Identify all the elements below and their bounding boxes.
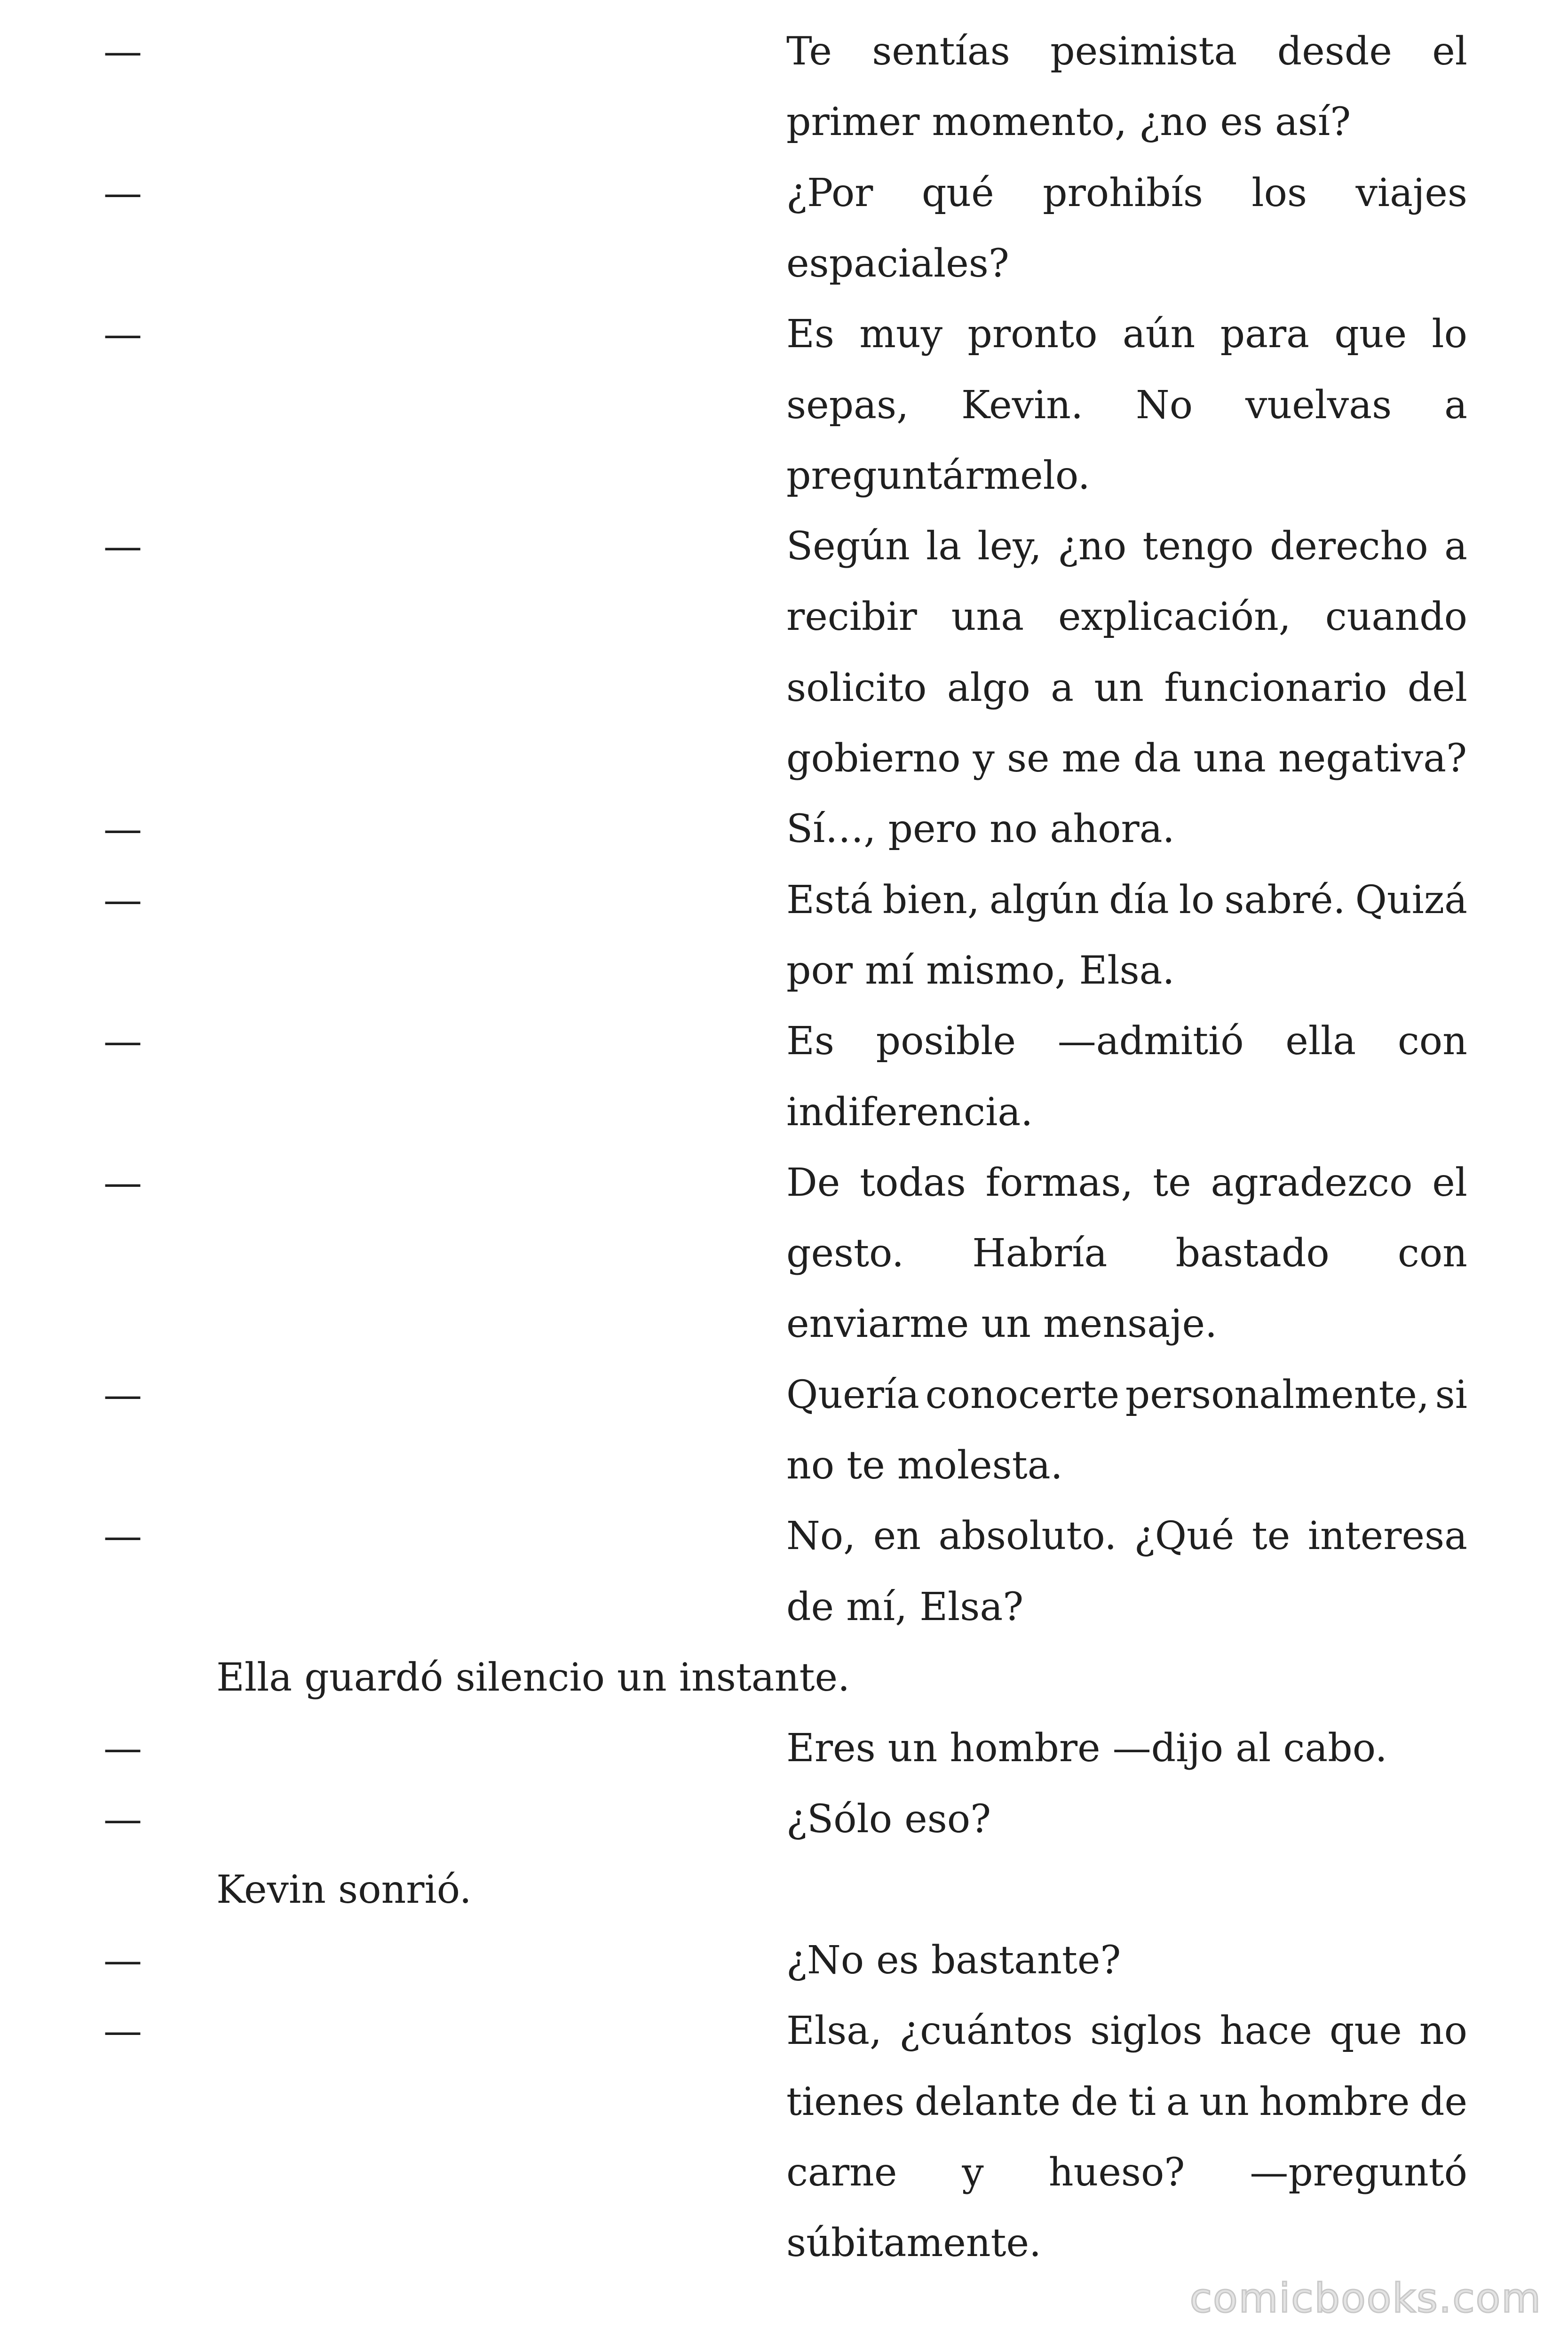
dialogue-line: primer momento, ¿no es así? <box>786 100 1351 145</box>
dialogue-line <box>786 28 1467 75</box>
dialogue-line <box>786 1160 1467 1207</box>
dialogue-line: de mí, Elsa? <box>786 1584 1024 1629</box>
dialogue-word: ley, <box>977 524 1042 569</box>
dialogue-word: delante <box>914 2079 1061 2124</box>
dialogue-word: bastado <box>1175 1231 1330 1276</box>
dialogue-line: Sí…, pero no ahora. <box>786 807 1175 852</box>
dialogue-word: De <box>786 1160 840 1205</box>
dialogue-word: ¿no <box>1058 524 1127 569</box>
dialogue-word: una <box>951 595 1024 640</box>
watermark: comicbooks.com <box>1189 2275 1542 2322</box>
dialogue-word: ¿cuántos <box>899 2009 1073 2054</box>
dialogue-word: absoluto. <box>938 1514 1117 1559</box>
dialogue-word: los <box>1251 170 1307 215</box>
dialogue-word: ella <box>1285 1019 1356 1064</box>
dialogue-word: a <box>1166 2079 1189 2124</box>
dialogue-word: ¿Qué <box>1134 1514 1235 1559</box>
dialogue-word: —preguntó <box>1250 2150 1467 2195</box>
dialogue-line <box>786 170 1467 217</box>
dialogue-word: con <box>1397 1231 1467 1276</box>
dialogue-word: recibir <box>786 595 917 640</box>
dialogue-word: un <box>1199 2079 1249 2124</box>
dialogue-word: siglos <box>1090 2009 1203 2054</box>
dialogue-word: a <box>1444 524 1467 569</box>
dialogue-word: todas <box>860 1160 966 1205</box>
dialogue-word: interesa <box>1307 1514 1467 1559</box>
dialogue-word: Está <box>786 877 873 922</box>
dialogue-line <box>786 594 1467 641</box>
dialogue-word: Te <box>786 29 832 74</box>
dialogue-word: el <box>1432 1160 1467 1205</box>
dialogue-word: qué <box>921 170 994 215</box>
dialogue-word: formas, <box>985 1160 1133 1205</box>
dialogue-word: lo <box>1432 312 1467 357</box>
dialogue-line <box>786 877 1467 924</box>
dialogue-word: hace <box>1220 2009 1312 2054</box>
narration-line: Ella guardó silencio un instante. <box>216 1655 850 1700</box>
dialogue-dash: — <box>103 877 142 922</box>
dialogue-line <box>786 2079 1467 2126</box>
dialogue-word: hueso? <box>1048 2150 1185 2195</box>
dialogue-line <box>786 2149 1467 2196</box>
dialogue-word: viajes <box>1355 170 1467 215</box>
dialogue-word: pronto <box>967 312 1098 357</box>
dialogue-word: Kevin. <box>961 382 1084 428</box>
dialogue-dash: — <box>103 524 142 569</box>
dialogue-word: posible <box>876 1019 1016 1064</box>
dialogue-word: sepas, <box>786 382 909 428</box>
dialogue-dash: — <box>103 1938 142 1983</box>
dialogue-word: lo <box>1179 877 1215 922</box>
dialogue-word: el <box>1432 29 1467 74</box>
dialogue-line <box>786 1230 1467 1277</box>
dialogue-word: te <box>1153 1160 1191 1205</box>
dialogue-dash: — <box>103 1726 142 1771</box>
dialogue-word: que <box>1329 2009 1402 2054</box>
dialogue-word: personalmente, <box>1125 1372 1430 1417</box>
dialogue-word: Es <box>786 312 834 357</box>
dialogue-word: No, <box>786 1514 856 1559</box>
dialogue-word: tienes <box>786 2079 905 2124</box>
dialogue-word: sabré. <box>1224 877 1346 922</box>
dialogue-word: desde <box>1277 29 1392 74</box>
dialogue-dash: — <box>103 29 142 74</box>
dialogue-word: que <box>1334 312 1407 357</box>
dialogue-word: algún <box>989 877 1100 922</box>
dialogue-word: a <box>1051 665 1074 710</box>
dialogue-line <box>786 523 1467 570</box>
dialogue-word: conocerte <box>925 1372 1120 1417</box>
dialogue-line: ¿Sólo eso? <box>786 1796 991 1842</box>
dialogue-dash: — <box>103 1160 142 1205</box>
dialogue-dash: — <box>103 807 142 852</box>
dialogue-word: Según <box>786 524 910 569</box>
dialogue-word: aún <box>1122 312 1196 357</box>
dialogue-word: sentías <box>872 29 1010 74</box>
dialogue-word: en <box>873 1514 921 1559</box>
dialogue-word: hombre <box>1259 2079 1410 2124</box>
dialogue-word: Es <box>786 1019 834 1064</box>
dialogue-line <box>786 311 1467 358</box>
dialogue-word: prohibís <box>1043 170 1203 215</box>
dialogue-line: Eres un hombre —dijo al cabo. <box>786 1726 1387 1771</box>
dialogue-word: gesto. <box>786 1231 904 1276</box>
dialogue-word: te <box>1251 1514 1291 1559</box>
dialogue-word: de <box>1419 2079 1467 2124</box>
dialogue-line: preguntármelo. <box>786 453 1090 498</box>
dialogue-word: a <box>1444 382 1467 428</box>
dialogue-line: súbitamente. <box>786 2221 1042 2266</box>
dialogue-word: Elsa, <box>786 2009 882 2054</box>
dialogue-word: ¿Por <box>786 170 873 215</box>
dialogue-dash: — <box>103 170 142 215</box>
dialogue-word: explicación, <box>1058 595 1291 640</box>
dialogue-word: para <box>1220 312 1310 357</box>
dialogue-word: no <box>1419 2009 1467 2054</box>
dialogue-line: espaciales? <box>786 241 1009 286</box>
dialogue-line <box>786 1513 1467 1560</box>
dialogue-word: Quería <box>786 1372 919 1417</box>
dialogue-word: ti <box>1128 2079 1156 2124</box>
dialogue-line: enviarme un mensaje. <box>786 1302 1218 1347</box>
dialogue-word: vuelvas <box>1245 382 1392 428</box>
dialogue-word: carne <box>786 2150 897 2195</box>
dialogue-word: cuando <box>1325 595 1467 640</box>
dialogue-line <box>786 2008 1467 2055</box>
dialogue-word: Quizá <box>1355 877 1467 922</box>
dialogue-line: por mí mismo, Elsa. <box>786 948 1175 993</box>
dialogue-line <box>786 1018 1467 1065</box>
dialogue-word: derecho <box>1269 524 1428 569</box>
dialogue-word: la <box>926 524 962 569</box>
dialogue-line <box>786 665 1467 712</box>
dialogue-word: Habría <box>972 1231 1108 1276</box>
dialogue-dash: — <box>103 1372 142 1417</box>
dialogue-word: pesimista <box>1050 29 1237 74</box>
dialogue-word: No <box>1135 382 1193 428</box>
dialogue-word: funcionario <box>1164 665 1387 710</box>
dialogue-word: muy <box>859 312 943 357</box>
dialogue-word: agradezco <box>1211 1160 1413 1205</box>
dialogue-word: —admitió <box>1057 1019 1244 1064</box>
dialogue-line <box>786 1372 1467 1419</box>
dialogue-word: algo <box>947 665 1030 710</box>
dialogue-word: de <box>1070 2079 1118 2124</box>
dialogue-line <box>786 382 1467 429</box>
dialogue-line: no te molesta. <box>786 1443 1063 1488</box>
dialogue-word: un <box>1094 665 1144 710</box>
dialogue-word: solicito <box>786 665 927 710</box>
dialogue-word: tengo <box>1142 524 1254 569</box>
dialogue-dash: — <box>103 2009 142 2054</box>
dialogue-word: día <box>1109 877 1169 922</box>
dialogue-line: indiferencia. <box>786 1089 1033 1135</box>
dialogue-dash: — <box>103 1796 142 1842</box>
dialogue-line: ¿No es bastante? <box>786 1938 1121 1983</box>
dialogue-dash: — <box>103 312 142 357</box>
dialogue-word: si <box>1435 1372 1467 1417</box>
dialogue-word: del <box>1407 665 1467 710</box>
dialogue-word: con <box>1397 1019 1467 1064</box>
dialogue-line: gobierno y se me da una negativa? <box>786 736 1467 781</box>
dialogue-word: y <box>962 2150 984 2195</box>
dialogue-dash: — <box>103 1514 142 1559</box>
narration-line: Kevin sonrió. <box>216 1867 472 1912</box>
dialogue-dash: — <box>103 1019 142 1064</box>
dialogue-word: bien, <box>882 877 980 922</box>
